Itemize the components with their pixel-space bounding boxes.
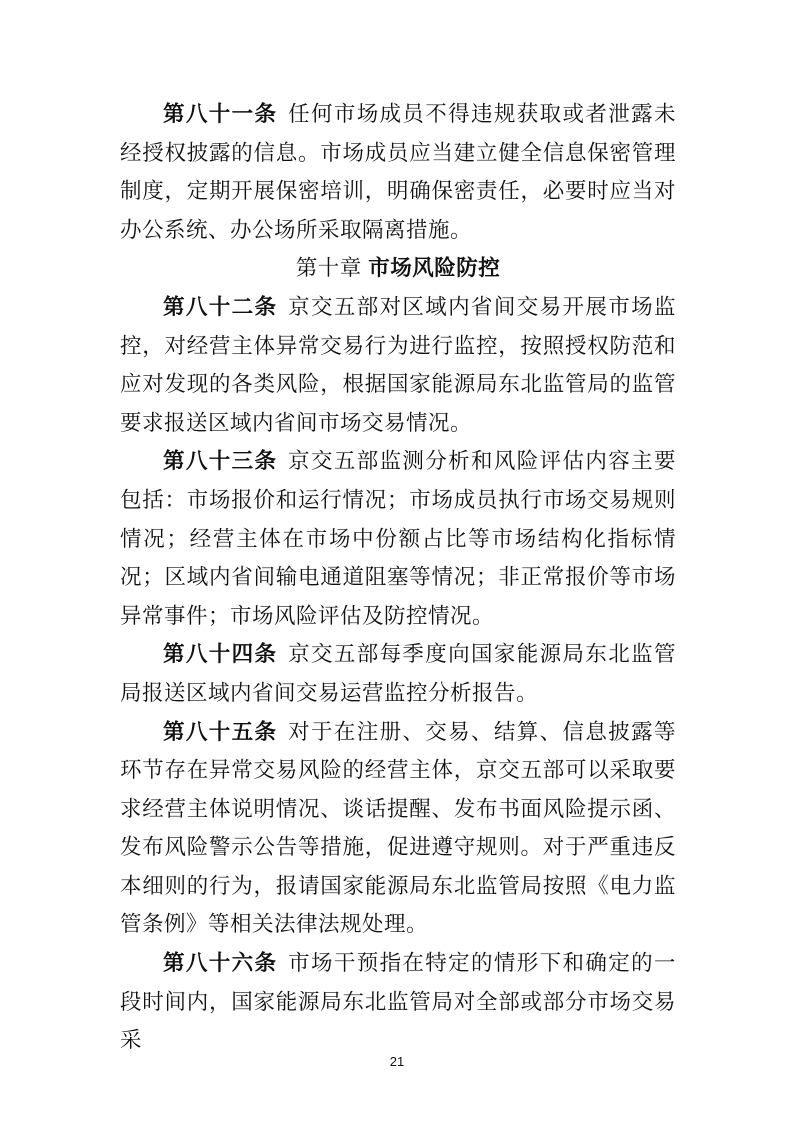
- article-text: 京交五部监测分析和风险评估内容主要包括：市场报价和运行情况；市场成员执行市场交易规则情况；经营主体在市场中份额占比等市场结构化指标情况；区域内省间输电通道阻塞等情况；非正常报价等市场异常事件；市场风险评估及防控情况。: [120, 449, 676, 629]
- page-number: 21: [389, 1054, 405, 1069]
- article-text: 任何市场成员不得违规获取或者泄露未经授权披露的信息。市场成员应当建立健全信息保密管理制度，定期开展保密培训，明确保密责任，必要时应当对办公系统、办公场所采取隔离措施。: [120, 102, 676, 243]
- article-number: 第八十二条: [163, 294, 278, 320]
- article-number: 第八十一条: [163, 102, 278, 127]
- document-body: [120, 96, 676, 1061]
- article-83: [120, 443, 676, 636]
- article-number: 第八十四条: [163, 642, 278, 668]
- article-text: 对于在注册、交易、结算、信息披露等环节存在异常交易风险的经营主体，京交五部可以采取要求经营主体说明情况、谈话提醒、发布书面风险提示函、发布风险警示公告等措施，促进遵守规则。对于严重违反本细则的行为，报请国家能源局东北监管局按照《电力监管条例》等相关法律法规处理。: [120, 719, 676, 938]
- article-text: 京交五部每季度向国家能源局东北监管局报送区域内省间交易运营监控分析报告。: [120, 642, 676, 706]
- article-84: [120, 636, 676, 713]
- chapter-title: 市场风险防控: [368, 256, 501, 282]
- chapter-label: 第十章: [295, 256, 362, 282]
- article-81: [120, 96, 676, 250]
- article-number: 第八十六条: [163, 951, 278, 977]
- article-text: 京交五部对区域内省间交易开展市场监控，对经营主体异常交易行为进行监控，按照授权防范和应对发现的各类风险，根据国家能源局东北监管局的监管要求报送区域内省间市场交易情况。: [120, 294, 676, 436]
- article-number: 第八十三条: [163, 449, 278, 475]
- article-text: 市场干预指在特定的情形下和确定的一段时间内，国家能源局东北监管局对全部或部分市场交易采: [120, 951, 676, 1054]
- article-85: [120, 714, 676, 946]
- article-82: [120, 289, 676, 443]
- article-86: [120, 945, 676, 1061]
- article-number: 第八十五条: [163, 719, 278, 745]
- chapter-heading: [120, 250, 676, 289]
